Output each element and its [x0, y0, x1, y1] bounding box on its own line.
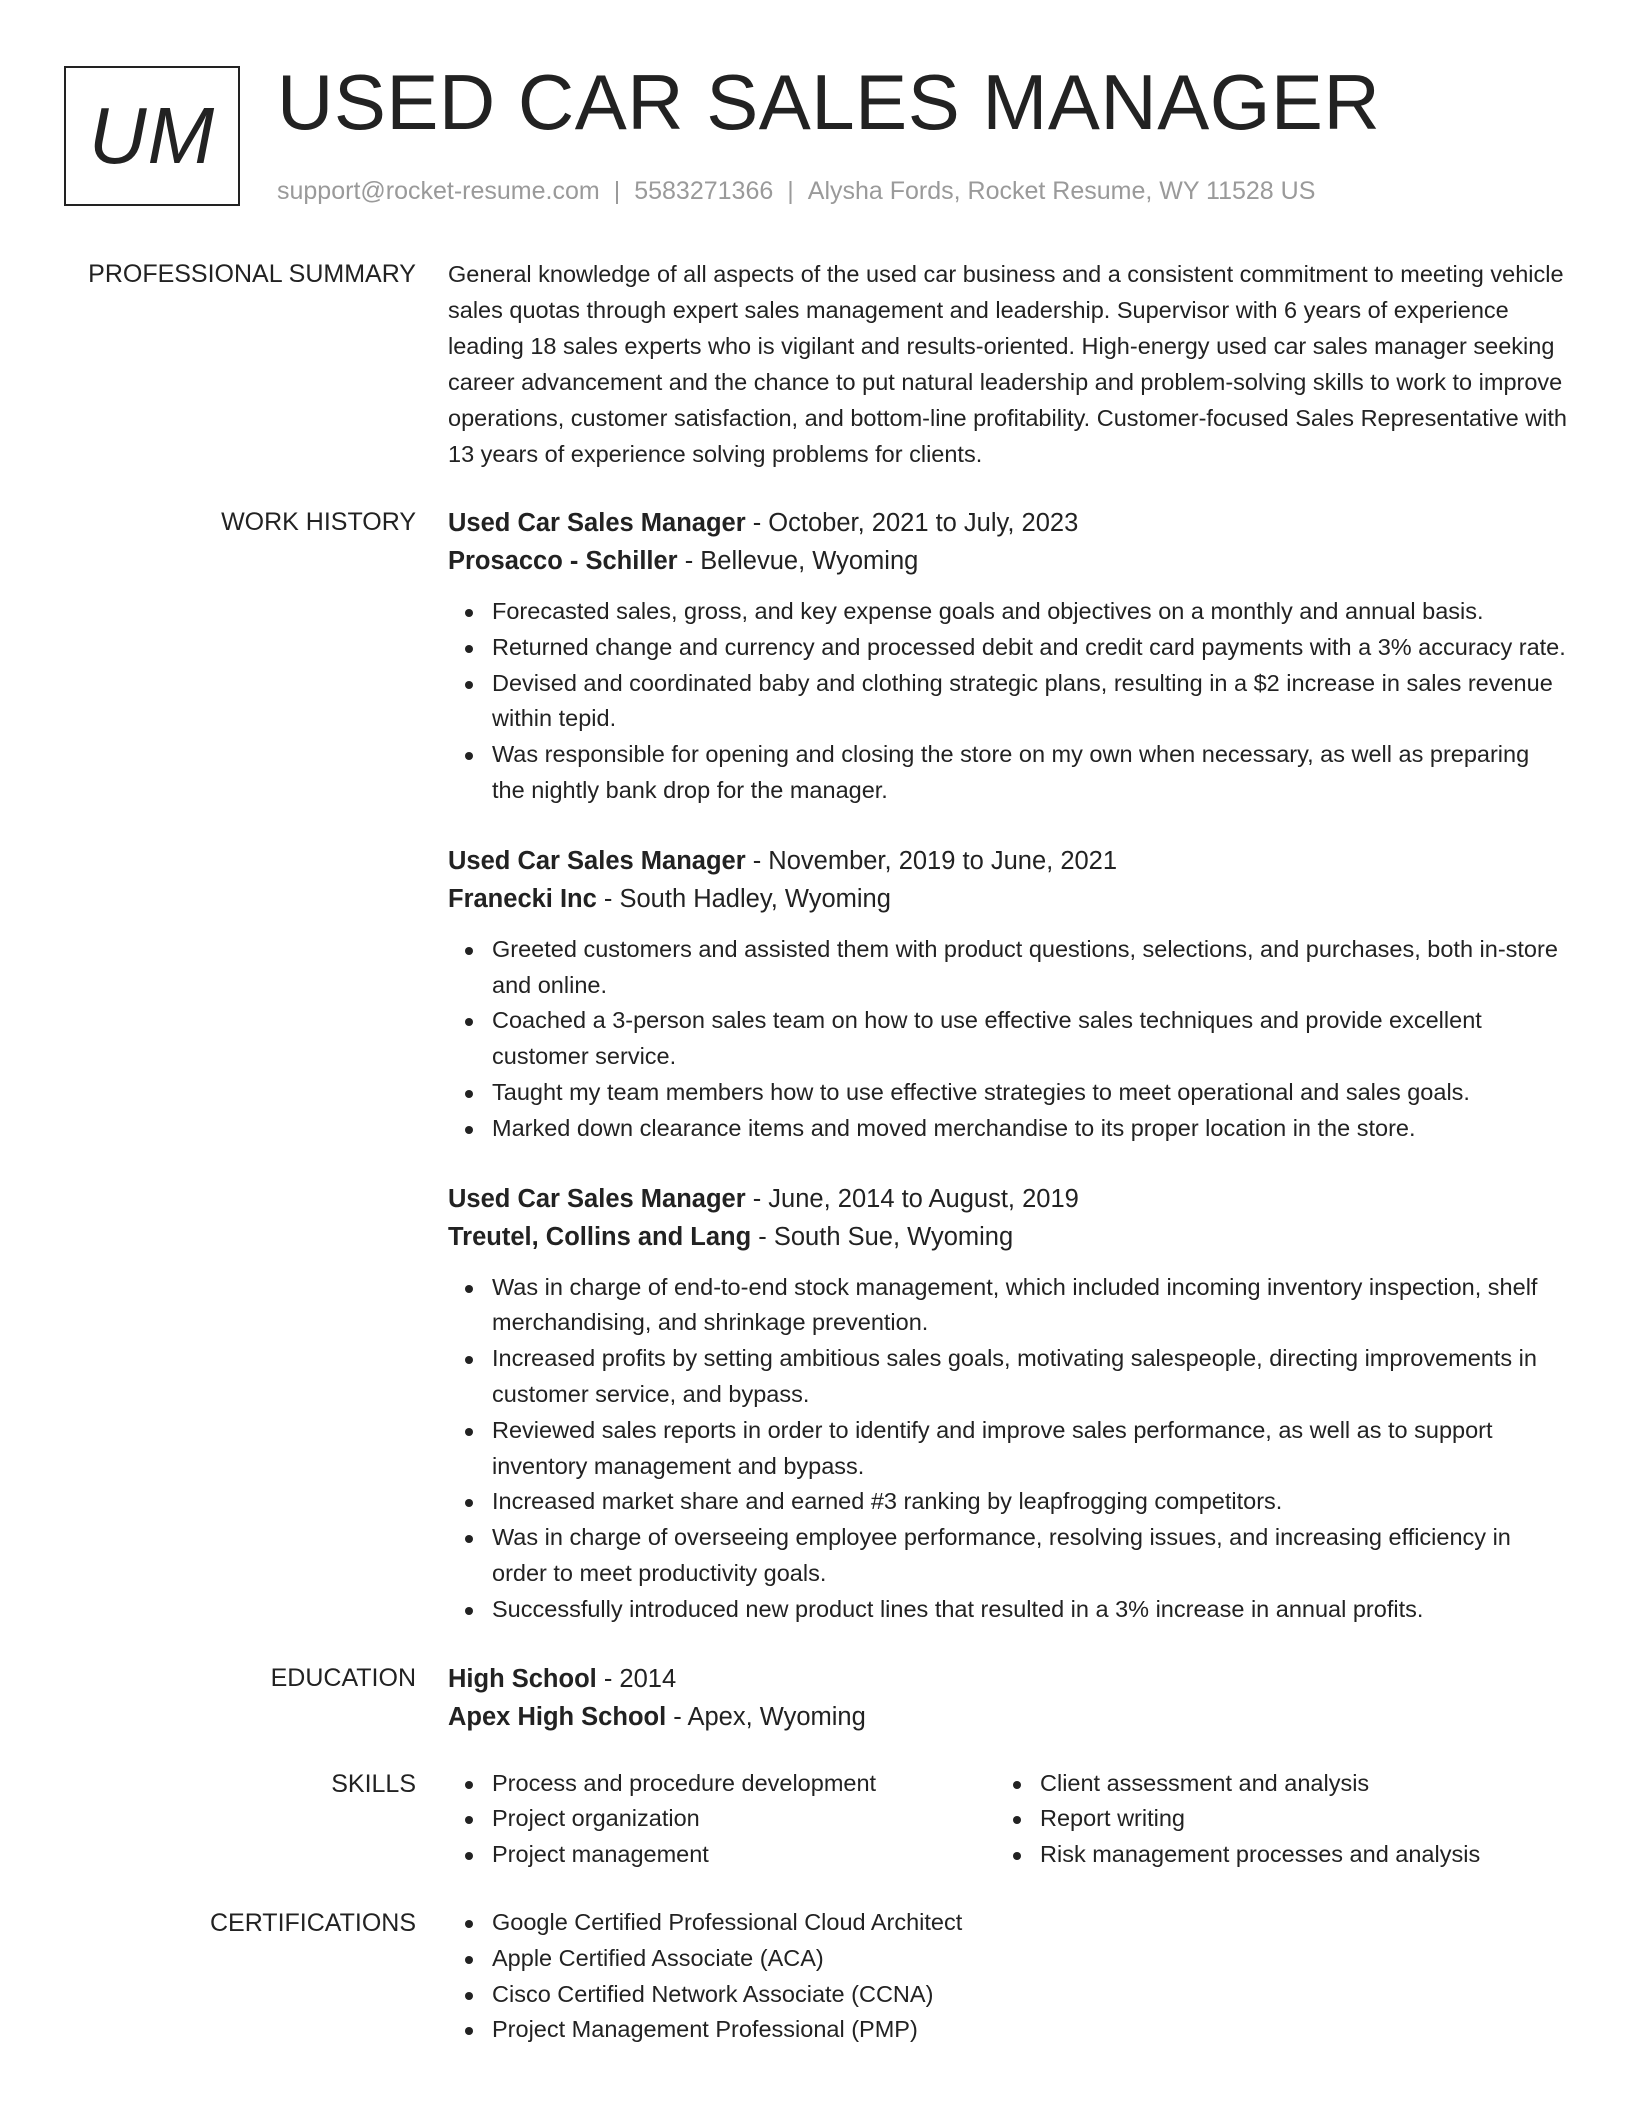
section-skills — [64, 1766, 1568, 1873]
job-bullet: Forecasted sales, gross, and key expense goals and objectives on a monthly and annual basis. — [492, 594, 1568, 630]
resume-sections — [64, 256, 1568, 2048]
skills-body — [448, 1766, 1568, 1873]
job-title-line — [448, 1180, 1568, 1218]
skill-item: Client assessment and analysis — [1040, 1766, 1480, 1802]
job-bullet: Greeted customers and assisted them with product questions, selections, and purchases, both in-store and online. — [492, 932, 1568, 1004]
employer-location: - South Sue, Wyoming — [751, 1222, 1014, 1251]
degree: High School — [448, 1664, 597, 1693]
section-label-certifications: CERTIFICATIONS — [209, 1908, 416, 1937]
certification-item: Apple Certified Associate (ACA) — [492, 1941, 1568, 1977]
summary-text: General knowledge of all aspects of the used car business and a consistent commitment to meeting vehicle sales quotas through expert sales management and leadership. Supervisor with 6 years of experience leading 18 sales experts who is vigilant and results-oriented. High-energy used car sales manager seeking career advancement and the chance to put natural leadership and problem-solving skills to work to improve operations, customer satisfaction, and bottom-line profitability. Customer-focused Sales Representative with 13 years of experience solving problems for clients. — [448, 261, 1567, 467]
job-bullet: Marked down clearance items and moved merchandise to its proper location in the store. — [492, 1111, 1568, 1147]
job-title: Used Car Sales Manager — [448, 1184, 746, 1213]
contact-address: Alysha Fords, Rocket Resume, WY 11528 US — [807, 177, 1316, 205]
contact-phone: 5583271366 — [634, 177, 774, 205]
skill-item: Project organization — [492, 1801, 996, 1837]
school-line — [448, 1698, 1568, 1736]
monogram-initials: UM — [64, 66, 240, 206]
job-bullets — [448, 594, 1568, 809]
job-title: Used Car Sales Manager — [448, 509, 746, 537]
job-dates: - October, 2021 to July, 2023 — [745, 509, 1079, 537]
section-work-history — [64, 504, 1568, 1628]
work-history-body — [448, 504, 1568, 1628]
school-name: Apex High School — [448, 1702, 667, 1731]
employer-line — [448, 880, 1568, 918]
job-bullet: Successfully introduced new product lines that resulted in a 3% increase in annual profits. — [492, 1592, 1568, 1628]
job-bullet: Was in charge of overseeing employee performance, resolving issues, and increasing efficiency in order to meet productivity goals. — [492, 1520, 1568, 1592]
employer-name: Prosacco - Schiller — [448, 547, 678, 575]
skills-column-left — [448, 1766, 996, 1873]
job-dates: - June, 2014 to August, 2019 — [745, 1184, 1079, 1213]
skill-item: Project management — [492, 1837, 996, 1873]
section-education — [64, 1660, 1568, 1736]
job-entry — [448, 842, 1568, 1147]
employer-name: Franecki Inc — [448, 884, 597, 913]
employer-location: - Bellevue, Wyoming — [677, 547, 919, 575]
job-title-line — [448, 504, 1568, 542]
education-body — [448, 1660, 1568, 1736]
job-bullet: Coached a 3-person sales team on how to use effective sales techniques and provide excellent customer service. — [492, 1003, 1568, 1075]
job-bullet: Devised and coordinated baby and clothing strategic plans, resulting in a $2 increase in sales revenue within tepid. — [492, 666, 1568, 738]
skill-item: Risk management processes and analysis — [1040, 1837, 1480, 1873]
job-entry — [448, 504, 1568, 809]
employer-line — [448, 542, 1568, 580]
job-bullets — [448, 1270, 1568, 1628]
certification-item: Google Certified Professional Cloud Architect — [492, 1905, 1568, 1941]
section-label-skills: SKILLS — [331, 1769, 416, 1798]
job-bullet: Was responsible for opening and closing the store on my own when necessary, as well as preparing the nightly bank drop for the manager. — [492, 737, 1568, 809]
job-dates: - November, 2019 to June, 2021 — [745, 846, 1118, 875]
certifications-list — [448, 1905, 1568, 2048]
employer-name: Treutel, Collins and Lang — [448, 1222, 752, 1251]
degree-line — [448, 1660, 1568, 1698]
certification-item: Project Management Professional (PMP) — [492, 2012, 1568, 2048]
job-bullet: Reviewed sales reports in order to identify and improve sales performance, as well as to support inventory management and bypass. — [492, 1413, 1568, 1485]
contact-separator: | — [613, 177, 621, 205]
section-certifications — [64, 1905, 1568, 2048]
contact-line — [277, 176, 1315, 206]
job-bullet: Increased market share and earned #3 ranking by leapfrogging competitors. — [492, 1484, 1568, 1520]
certification-item: Cisco Certified Network Associate (CCNA) — [492, 1977, 1568, 2013]
employer-location: - South Hadley, Wyoming — [596, 884, 891, 913]
skill-item: Report writing — [1040, 1801, 1480, 1837]
section-label-education: EDUCATION — [270, 1663, 416, 1692]
skill-item: Process and procedure development — [492, 1766, 996, 1802]
contact-email: support@rocket-resume.com — [277, 177, 600, 205]
job-bullet: Increased profits by setting ambitious sales goals, motivating salespeople, directing improvements in customer service, and bypass. — [492, 1341, 1568, 1413]
job-entry — [448, 1180, 1568, 1628]
summary-body — [448, 256, 1568, 472]
certifications-body — [448, 1905, 1568, 2048]
graduation-year: - 2014 — [596, 1664, 677, 1693]
employer-line — [448, 1218, 1568, 1256]
section-label-work-history: WORK HISTORY — [221, 508, 416, 536]
resume-title: USED CAR SALES MANAGER — [277, 58, 1381, 146]
section-label-summary: PROFESSIONAL SUMMARY — [88, 260, 416, 288]
skills-grid — [448, 1766, 1568, 1873]
job-title: Used Car Sales Manager — [448, 846, 746, 875]
job-bullet: Taught my team members how to use effective strategies to meet operational and sales goals. — [492, 1075, 1568, 1111]
contact-separator: | — [787, 177, 794, 205]
job-bullet: Was in charge of end-to-end stock management, which included incoming inventory inspection, shelf merchandising, and shrinkage prevention. — [492, 1270, 1568, 1342]
job-bullet: Returned change and currency and processed debit and credit card payments with a 3% accuracy rate. — [492, 630, 1568, 666]
section-summary — [64, 256, 1568, 472]
skills-column-right — [996, 1766, 1480, 1873]
job-bullets — [448, 932, 1568, 1147]
job-title-line — [448, 842, 1568, 880]
school-location: - Apex, Wyoming — [666, 1702, 866, 1731]
